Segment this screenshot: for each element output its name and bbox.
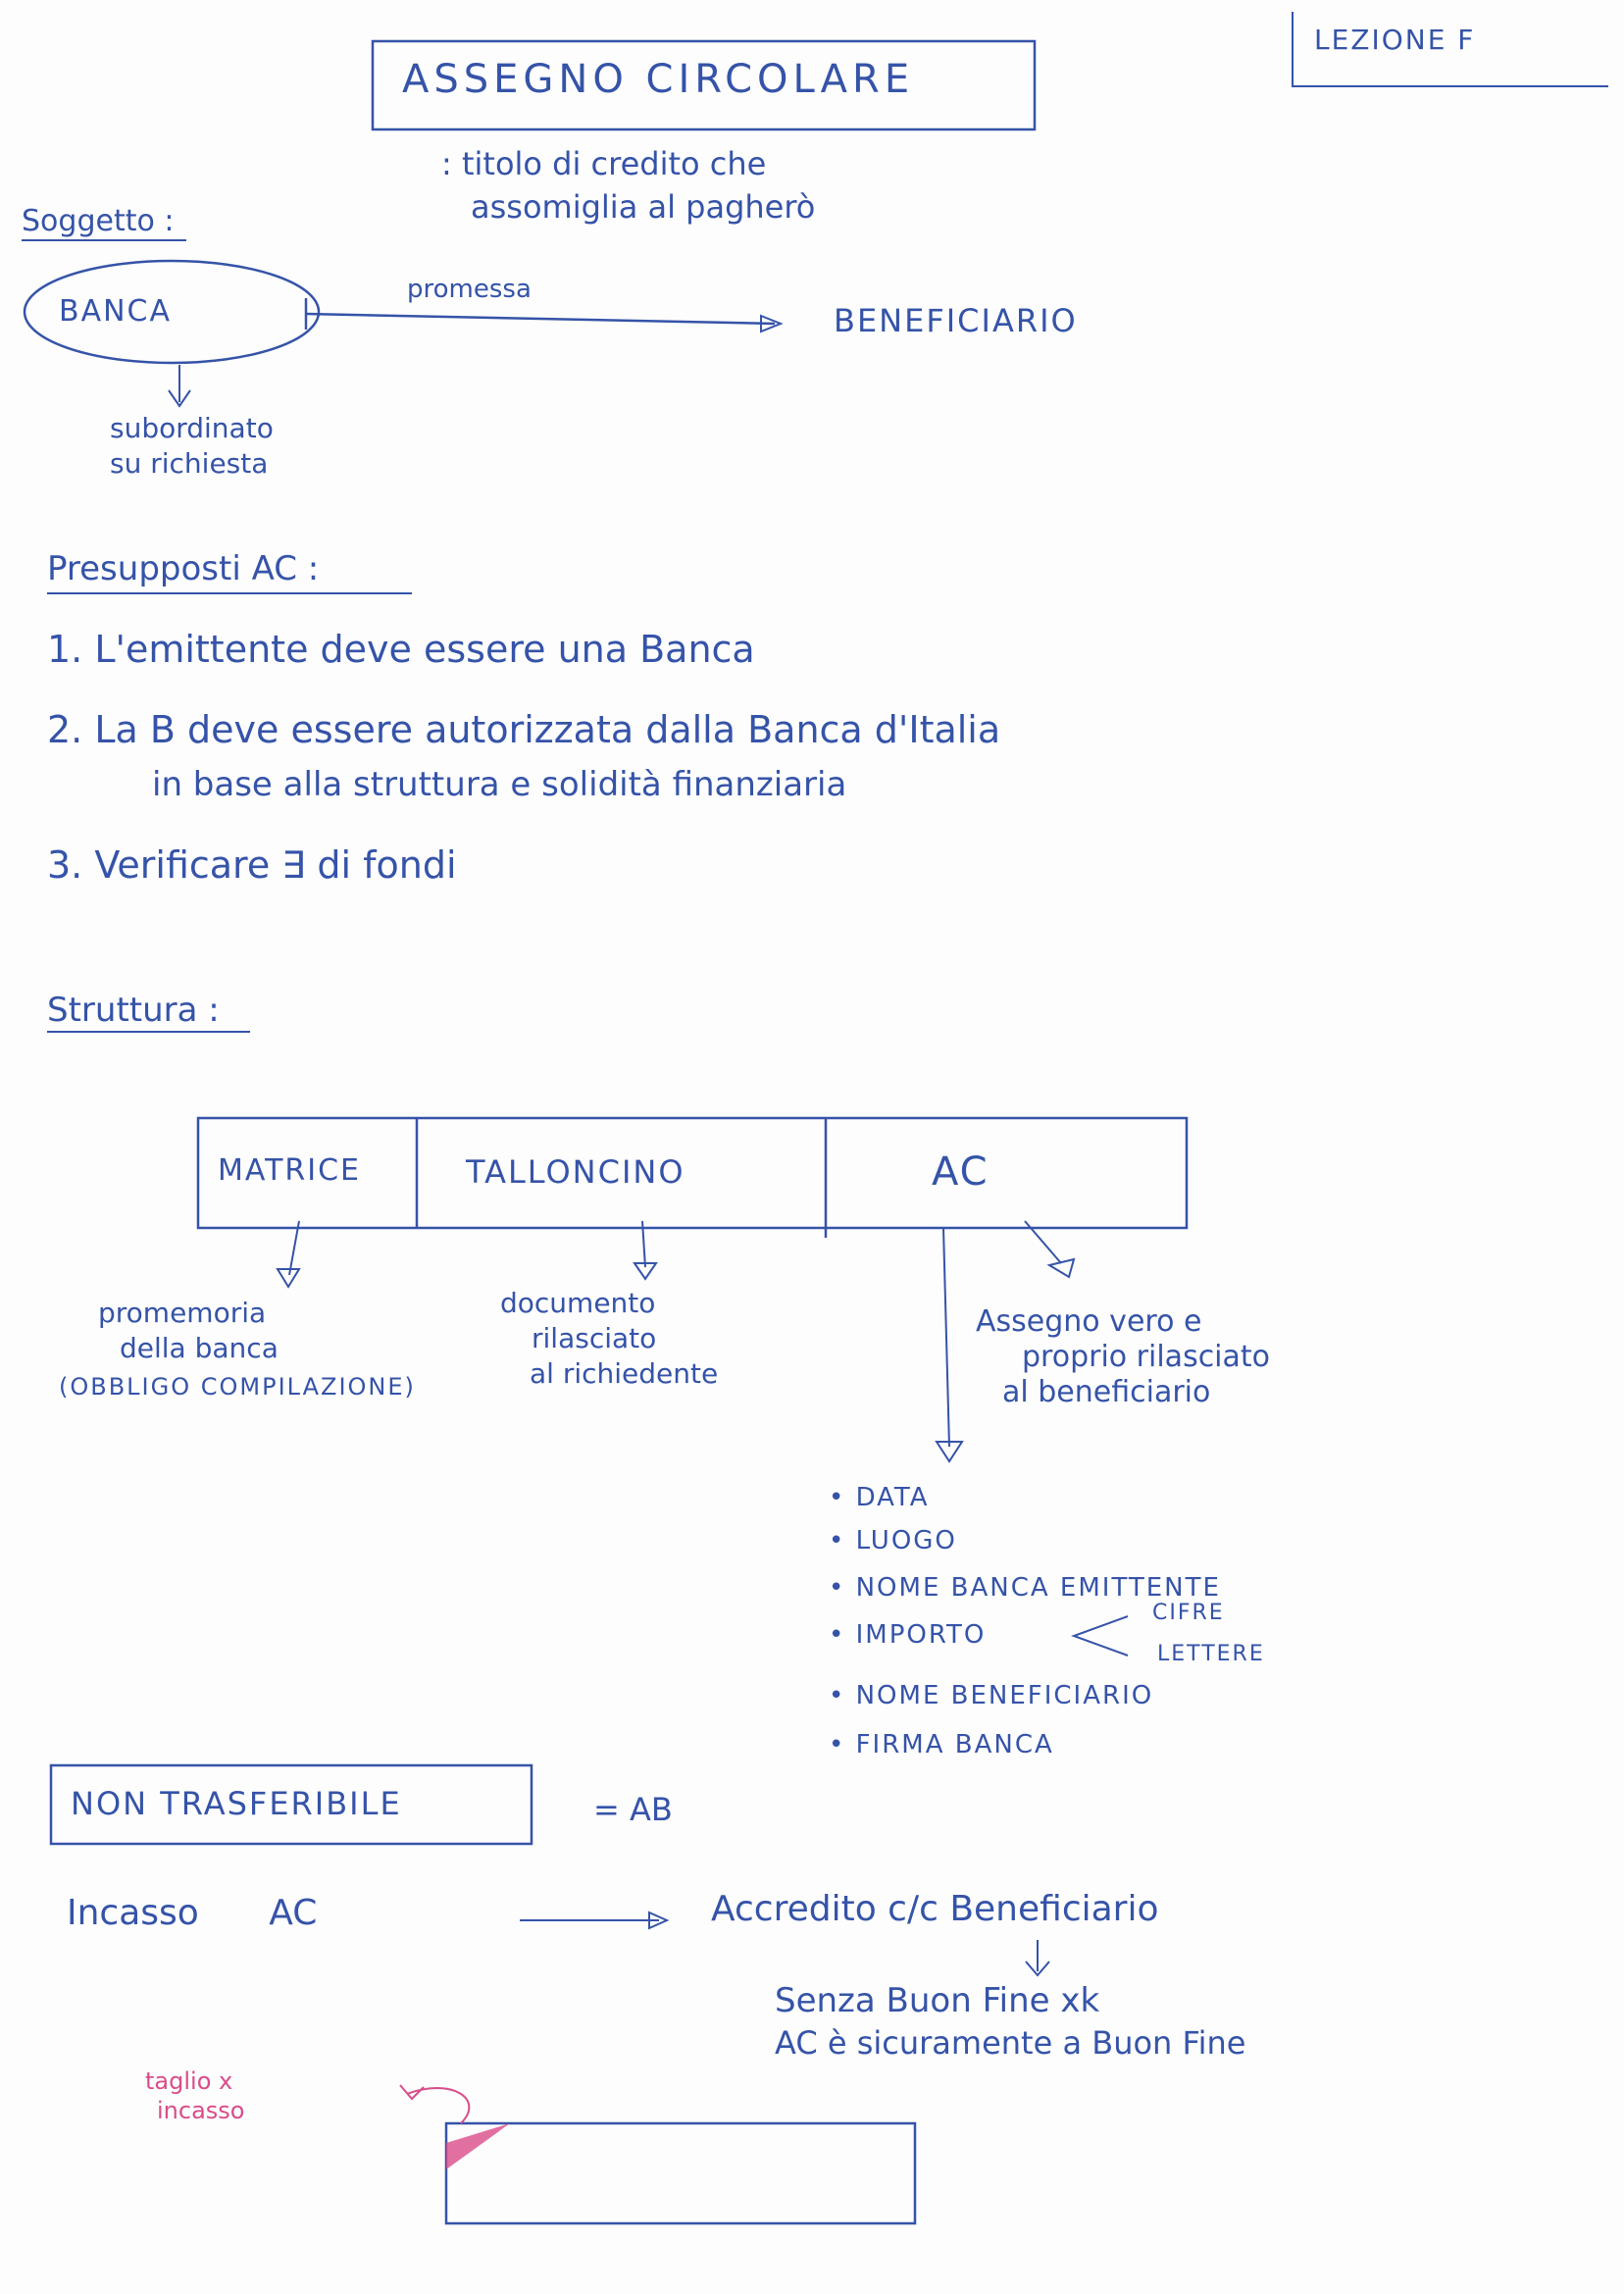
page-title: ASSEGNO CIRCOLARE xyxy=(402,57,915,102)
ac-note-line-1: Assegno vero e xyxy=(976,1304,1202,1339)
subordinato-line-2: su richiesta xyxy=(110,447,269,480)
table-cell-ac: AC xyxy=(932,1149,990,1195)
presupposti-heading: Presupposti AC : xyxy=(47,549,320,588)
ac-note-line-2: proprio rilasciato xyxy=(1022,1340,1271,1374)
equals-ab-label: = AB xyxy=(593,1791,673,1828)
element-data: • DATA xyxy=(829,1483,930,1512)
talloncino-note-line-3: al richiedente xyxy=(530,1357,719,1390)
taglio-note-line-2: incasso xyxy=(157,2097,245,2124)
element-importo: • IMPORTO xyxy=(829,1620,987,1650)
lesson-label: LEZIONE F xyxy=(1314,24,1476,56)
definition-line-2: assomiglia al pagherò xyxy=(471,188,816,226)
definition-line-1: : titolo di credito che xyxy=(441,145,767,182)
table-cell-talloncino: TALLONCINO xyxy=(466,1153,685,1191)
talloncino-note-line-1: documento xyxy=(500,1287,656,1319)
ac-note-line-3: al beneficiario xyxy=(1002,1375,1211,1409)
accredito-label: Accredito c/c Beneficiario xyxy=(711,1889,1159,1929)
element-firma-banca: • FIRMA BANCA xyxy=(829,1730,1054,1759)
senza-buon-fine-line-2: AC è sicuramente a Buon Fine xyxy=(775,2024,1246,2062)
banca-label: BANCA xyxy=(59,294,173,329)
element-nome-beneficiario: • NOME BENEFICIARIO xyxy=(829,1681,1154,1710)
presupposto-2-continued: in base alla struttura e solidità finanziaria xyxy=(152,765,847,804)
element-luogo: • LUOGO xyxy=(829,1526,957,1555)
importo-cifre: CIFRE xyxy=(1152,1601,1225,1625)
importo-lettere: LETTERE xyxy=(1157,1642,1265,1666)
presupposto-3: 3. Verificare ∃ di fondi xyxy=(47,843,457,887)
element-nome-banca: • NOME BANCA EMITTENTE xyxy=(829,1573,1221,1603)
matrice-note-line-2: della banca xyxy=(120,1332,279,1364)
subordinato-line-1: subordinato xyxy=(110,412,274,444)
subject-label: Soggetto : xyxy=(22,204,175,238)
presupposto-2: 2. La B deve essere autorizzata dalla Banca d'Italia xyxy=(47,708,1001,751)
incasso-label: Incasso AC xyxy=(67,1893,318,1933)
matrice-note-line-3: (OBBLIGO COMPILAZIONE) xyxy=(59,1373,416,1401)
table-cell-matrice: MATRICE xyxy=(218,1153,361,1188)
taglio-note-line-1: taglio x xyxy=(145,2067,233,2095)
beneficiario-label: BENEFICIARIO xyxy=(834,302,1078,339)
matrice-note-line-1: promemoria xyxy=(98,1297,267,1329)
talloncino-note-line-2: rilasciato xyxy=(532,1322,657,1354)
senza-buon-fine-line-1: Senza Buon Fine xk xyxy=(775,1981,1100,2020)
non-trasferibile-label: NON TRASFERIBILE xyxy=(71,1785,402,1822)
promessa-label: promessa xyxy=(407,275,532,304)
struttura-heading: Struttura : xyxy=(47,991,220,1030)
presupposto-1: 1. L'emittente deve essere una Banca xyxy=(47,628,755,671)
